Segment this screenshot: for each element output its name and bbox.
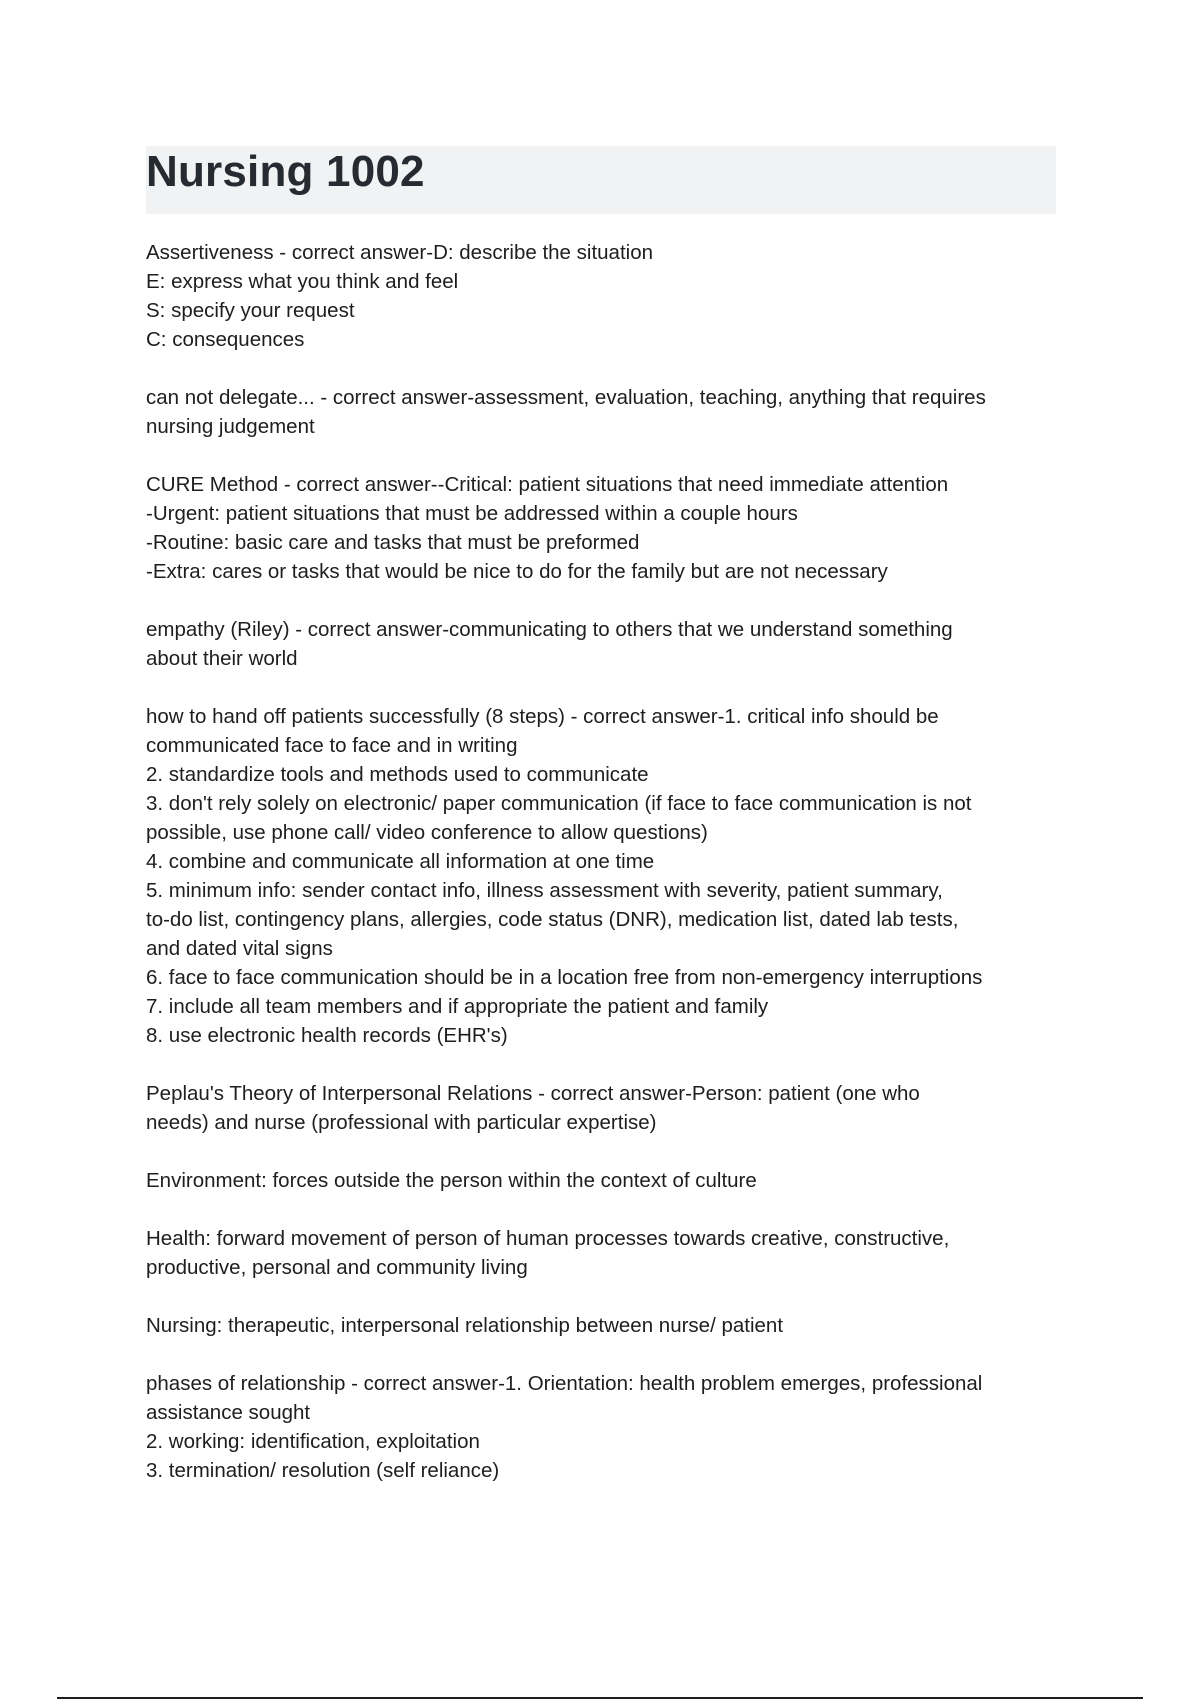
entry-line: 2. standardize tools and methods used to communicate xyxy=(146,763,649,786)
document-body xyxy=(146,238,1066,1514)
entry-line: and dated vital signs xyxy=(146,937,333,960)
entry-line: 7. include all team members and if appropriate the patient and family xyxy=(146,995,769,1018)
entry-line: S: specify your request xyxy=(146,299,355,322)
entry-line: 6. face to face communication should be in a location free from non-emergency interruptions xyxy=(146,966,983,989)
entry-line: Environment: forces outside the person within the context of culture xyxy=(146,1169,757,1192)
page-title: Nursing 1002 xyxy=(146,147,425,196)
flashcard-entry xyxy=(146,1166,1066,1195)
entry-line: -Routine: basic care and tasks that must be preformed xyxy=(146,531,640,554)
flashcard-entry xyxy=(146,1224,1066,1282)
flashcard-entry xyxy=(146,238,1066,354)
entry-line: can not delegate... - correct answer-assessment, evaluation, teaching, anything that requires xyxy=(146,386,986,409)
entry-line: 5. minimum info: sender contact info, illness assessment with severity, patient summary, xyxy=(146,879,943,902)
entry-line: how to hand off patients successfully (8 steps) - correct answer-1. critical info should be xyxy=(146,705,939,728)
footer-divider xyxy=(57,1697,1143,1699)
entry-line: 4. combine and communicate all information at one time xyxy=(146,850,655,873)
entry-line: Health: forward movement of person of human processes towards creative, constructive, xyxy=(146,1227,950,1250)
flashcard-entry xyxy=(146,383,1066,441)
entry-line: needs) and nurse (professional with particular expertise) xyxy=(146,1111,657,1134)
entry-line: E: express what you think and feel xyxy=(146,270,459,293)
entry-line: empathy (Riley) - correct answer-communicating to others that we understand something xyxy=(146,618,953,641)
entry-line: to-do list, contingency plans, allergies, code status (DNR), medication list, dated lab tests, xyxy=(146,908,959,931)
entry-line: Assertiveness - correct answer-D: describe the situation xyxy=(146,241,654,264)
entry-line: 3. don't rely solely on electronic/ paper communication (if face to face communication is not xyxy=(146,792,972,815)
entry-line: -Extra: cares or tasks that would be nice to do for the family but are not necessary xyxy=(146,560,888,583)
entry-line: possible, use phone call/ video conference to allow questions) xyxy=(146,821,708,844)
flashcard-entry xyxy=(146,702,1066,1050)
entry-line: 8. use electronic health records (EHR's) xyxy=(146,1024,508,1047)
flashcard-entry xyxy=(146,1311,1066,1340)
entry-line: assistance sought xyxy=(146,1401,311,1424)
flashcard-entry xyxy=(146,1369,1066,1485)
entry-line: CURE Method - correct answer--Critical: patient situations that need immediate attention xyxy=(146,473,949,496)
flashcard-entry xyxy=(146,615,1066,673)
entry-line: -Urgent: patient situations that must be addressed within a couple hours xyxy=(146,502,798,525)
entry-line: phases of relationship - correct answer-1. Orientation: health problem emerges, professional xyxy=(146,1372,983,1395)
entry-line: 3. termination/ resolution (self reliance) xyxy=(146,1459,500,1482)
entry-line: Peplau's Theory of Interpersonal Relations - correct answer-Person: patient (one who xyxy=(146,1082,920,1105)
entry-line: productive, personal and community living xyxy=(146,1256,528,1279)
entry-line: about their world xyxy=(146,647,298,670)
entry-line: C: consequences xyxy=(146,328,305,351)
entry-line: nursing judgement xyxy=(146,415,315,438)
entry-line: communicated face to face and in writing xyxy=(146,734,518,757)
flashcard-entry xyxy=(146,1079,1066,1137)
flashcard-entry xyxy=(146,470,1066,586)
entry-line: 2. working: identification, exploitation xyxy=(146,1430,480,1453)
entry-line: Nursing: therapeutic, interpersonal relationship between nurse/ patient xyxy=(146,1314,784,1337)
